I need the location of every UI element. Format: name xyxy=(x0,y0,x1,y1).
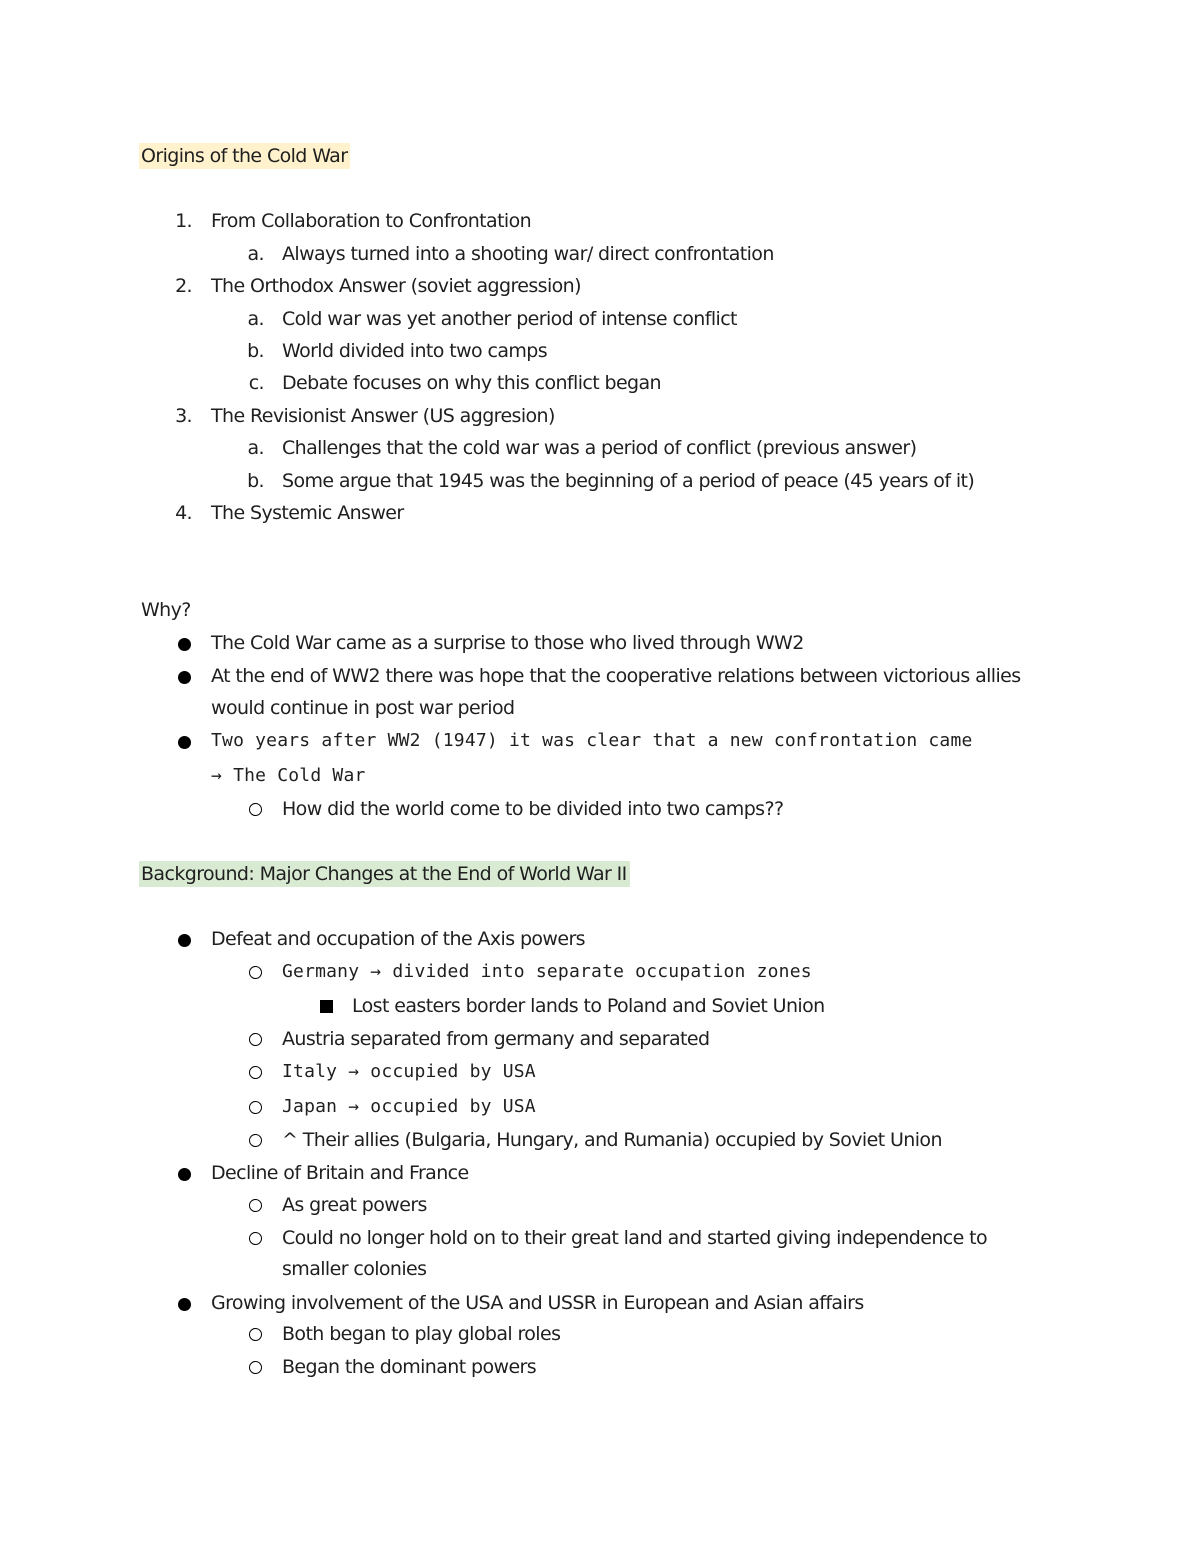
bullet-circle-icon xyxy=(249,1066,262,1079)
list-item-continuation xyxy=(0,763,1200,789)
list-item-text: Always turned into a shooting war/ direct confrontation xyxy=(282,243,774,265)
list-number: 2. xyxy=(175,275,192,297)
list-item xyxy=(0,1059,1200,1085)
list-item-text: At the end of WW2 there was hope that the cooperative relations between victorious allies xyxy=(211,665,1021,687)
list-letter: a. xyxy=(247,308,264,330)
bullet-circle-icon xyxy=(249,803,262,816)
list-item xyxy=(0,630,1200,656)
list-item xyxy=(0,1127,1200,1153)
bullet-circle-icon xyxy=(249,1361,262,1374)
list-item-text: Debate focuses on why this conflict began xyxy=(282,372,662,394)
list-item-continuation xyxy=(0,695,1200,721)
list-item-text: Both began to play global roles xyxy=(282,1323,561,1345)
list-item xyxy=(0,435,1200,461)
heading-text: Background: Major Changes at the End of World War II xyxy=(139,861,630,887)
list-item-text: Italy → occupied by USA xyxy=(282,1061,536,1082)
list-item xyxy=(0,338,1200,364)
list-number: 4. xyxy=(175,502,192,524)
bullet-circle-icon xyxy=(249,1328,262,1341)
list-item xyxy=(0,1026,1200,1052)
section-heading-background xyxy=(141,861,630,887)
bullet-circle-icon xyxy=(249,966,262,979)
list-item xyxy=(0,796,1200,822)
list-item-text: As great powers xyxy=(282,1194,427,1216)
list-item xyxy=(0,468,1200,494)
section-heading-origins xyxy=(141,143,350,169)
list-item xyxy=(0,500,1200,526)
bullet-circle-icon xyxy=(249,1232,262,1245)
list-letter: b. xyxy=(247,470,264,492)
list-item xyxy=(0,1094,1200,1120)
list-item xyxy=(0,959,1200,985)
list-item-text: Some argue that 1945 was the beginning of a period of peace (45 years of it) xyxy=(282,470,975,492)
list-item-text: Defeat and occupation of the Axis powers xyxy=(211,928,585,950)
bullet-circle-icon xyxy=(249,1033,262,1046)
list-item-continuation xyxy=(0,1256,1200,1282)
bullet-disc-icon xyxy=(178,934,191,947)
bullet-disc-icon xyxy=(178,638,191,651)
list-item xyxy=(0,370,1200,396)
list-item xyxy=(0,403,1200,429)
list-letter: a. xyxy=(247,437,264,459)
list-item xyxy=(0,1192,1200,1218)
bullet-circle-icon xyxy=(249,1101,262,1114)
list-item-text: Could no longer hold on to their great land and started giving independence to xyxy=(282,1227,988,1249)
list-item xyxy=(0,663,1200,689)
list-item-text: Austria separated from germany and separated xyxy=(282,1028,710,1050)
list-item xyxy=(0,1225,1200,1251)
list-item-text: Germany → divided into separate occupation zones xyxy=(282,961,812,982)
list-item-text: Growing involvement of the USA and USSR in European and Asian affairs xyxy=(211,1292,864,1314)
list-item-text: World divided into two camps xyxy=(282,340,548,362)
bullet-disc-icon xyxy=(178,671,191,684)
list-item-text: From Collaboration to Confrontation xyxy=(211,210,532,232)
list-letter: a. xyxy=(247,243,264,265)
list-number: 3. xyxy=(175,405,192,427)
list-item-text: How did the world come to be divided into two camps?? xyxy=(282,798,784,820)
bullet-square-icon xyxy=(320,1000,333,1013)
bullet-disc-icon xyxy=(178,736,191,749)
list-item-text: would continue in post war period xyxy=(211,697,515,719)
bullet-disc-icon xyxy=(178,1168,191,1181)
list-item-text: Decline of Britain and France xyxy=(211,1162,469,1184)
list-item-text: → The Cold War xyxy=(211,765,366,786)
list-item xyxy=(0,993,1200,1019)
heading-text: Origins of the Cold War xyxy=(139,143,350,169)
list-letter: b. xyxy=(247,340,264,362)
list-item-text: Japan → occupied by USA xyxy=(282,1096,536,1117)
list-item-text: The Orthodox Answer (soviet aggression) xyxy=(211,275,581,297)
list-item-text: Challenges that the cold war was a period of conflict (previous answer) xyxy=(282,437,917,459)
list-item xyxy=(0,241,1200,267)
list-item-text: The Cold War came as a surprise to those who lived through WW2 xyxy=(211,632,804,654)
list-item xyxy=(0,728,1200,754)
list-item-text: Lost easters border lands to Poland and Soviet Union xyxy=(352,995,825,1017)
list-item-text: Two years after WW2 (1947) it was clear that a new confrontation came xyxy=(211,730,973,751)
section-heading-why: Why? xyxy=(141,599,191,621)
bullet-circle-icon xyxy=(249,1199,262,1212)
list-item xyxy=(0,1321,1200,1347)
bullet-circle-icon xyxy=(249,1134,262,1147)
list-item xyxy=(0,208,1200,234)
list-number: 1. xyxy=(175,210,192,232)
list-item xyxy=(0,273,1200,299)
list-item-text: The Revisionist Answer (US aggresion) xyxy=(211,405,555,427)
bullet-disc-icon xyxy=(178,1298,191,1311)
list-item-text: smaller colonies xyxy=(282,1258,427,1280)
list-item-text: ^ Their allies (Bulgaria, Hungary, and Rumania) occupied by Soviet Union xyxy=(282,1129,942,1151)
list-item xyxy=(0,1290,1200,1316)
list-item-text: Cold war was yet another period of intense conflict xyxy=(282,308,737,330)
list-letter: c. xyxy=(248,372,264,394)
list-item-text: Began the dominant powers xyxy=(282,1356,537,1378)
list-item xyxy=(0,306,1200,332)
list-item-text: The Systemic Answer xyxy=(211,502,404,524)
list-item xyxy=(0,926,1200,952)
list-item xyxy=(0,1160,1200,1186)
list-item xyxy=(0,1354,1200,1380)
